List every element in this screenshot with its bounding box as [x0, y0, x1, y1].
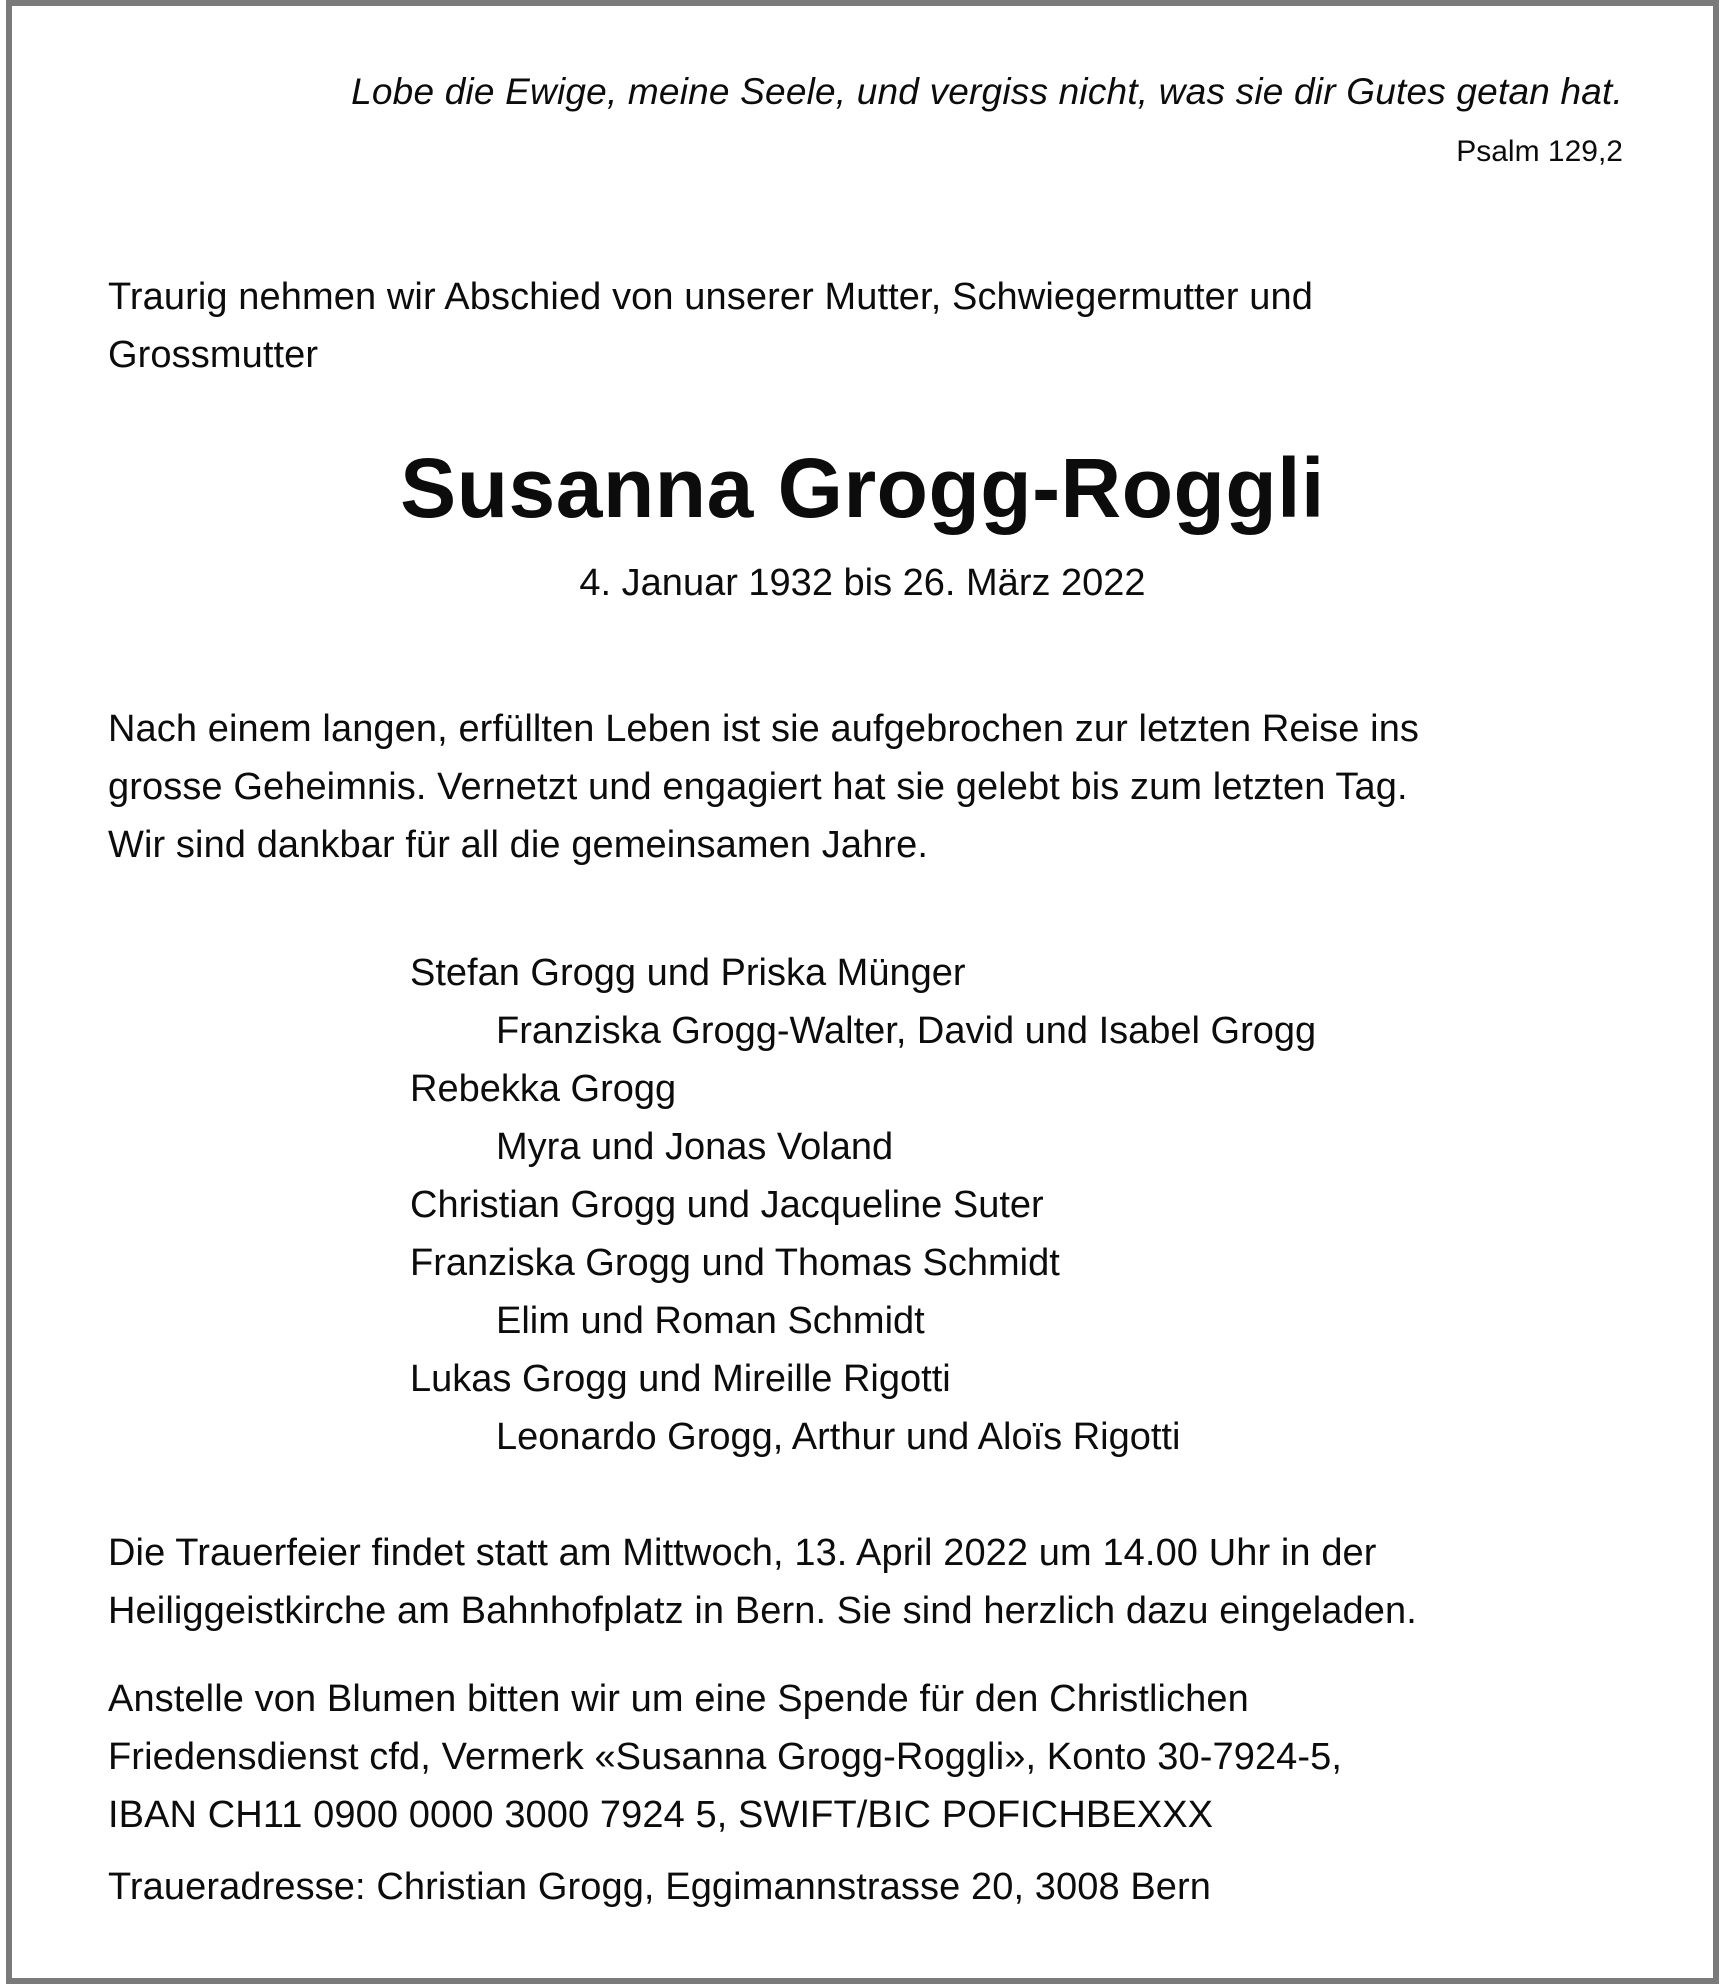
- memorial-line: Wir sind dankbar für all die gemeinsamen Jahre.: [108, 824, 928, 866]
- intro-line: Grossmutter: [108, 334, 319, 376]
- family-member: Christian Grogg und Jacqueline Suter: [410, 1184, 1044, 1226]
- memorial-line: Nach einem langen, erfüllten Leben ist sie aufgebrochen zur letzten Reise ins: [108, 708, 1420, 750]
- donation-line: Anstelle von Blumen bitten wir um eine Spende für den Christlichen: [108, 1678, 1249, 1720]
- quote-source: Psalm 129,2: [1456, 135, 1623, 168]
- family-member-children: Elim und Roman Schmidt: [496, 1300, 925, 1342]
- donation-line: IBAN CH11 0900 0000 3000 7924 5, SWIFT/BIC POFICHBEXXX: [108, 1794, 1214, 1836]
- family-member-children: Franziska Grogg-Walter, David und Isabel Grogg: [496, 1010, 1317, 1052]
- address-line: Traueradresse: Christian Grogg, Eggimannstrasse 20, 3008 Bern: [108, 1866, 1212, 1908]
- memorial-paragraph: [108, 700, 1633, 874]
- service-line: Heiliggeistkirche am Bahnhofplatz in Bern. Sie sind herzlich dazu eingeladen.: [108, 1590, 1417, 1632]
- donation-paragraph: [108, 1670, 1633, 1844]
- service-line: Die Trauerfeier findet statt am Mittwoch, 13. April 2022 um 14.00 Uhr in der: [108, 1532, 1377, 1574]
- family-member-children: Myra und Jonas Voland: [496, 1126, 894, 1168]
- memorial-line: grosse Geheimnis. Vernetzt und engagiert hat sie gelebt bis zum letzten Tag.: [108, 766, 1408, 808]
- donation-line: Friedensdienst cfd, Vermerk «Susanna Grogg-Roggli», Konto 30-7924-5,: [108, 1736, 1343, 1778]
- life-dates: 4. Januar 1932 bis 26. März 2022: [579, 562, 1146, 604]
- obituary-frame: [6, 0, 1719, 1984]
- family-member-children: Leonardo Grogg, Arthur und Aloïs Rigotti: [496, 1416, 1181, 1458]
- intro-paragraph: [108, 268, 1633, 384]
- intro-line: Traurig nehmen wir Abschied von unserer Mutter, Schwiegermutter und: [108, 276, 1313, 318]
- bible-quote: Lobe die Ewige, meine Seele, und vergiss nicht, was sie dir Gutes getan hat.: [351, 71, 1623, 112]
- family-member: Franziska Grogg und Thomas Schmidt: [410, 1242, 1060, 1284]
- family-member: Lukas Grogg und Mireille Rigotti: [410, 1358, 951, 1400]
- family-member: Rebekka Grogg: [410, 1068, 677, 1110]
- deceased-name: Susanna Grogg-Roggli: [400, 441, 1325, 535]
- mourning-address: [108, 1858, 1633, 1916]
- family-list: [410, 944, 1316, 1466]
- obituary-notice: [12, 6, 1713, 1978]
- family-member: Stefan Grogg und Priska Münger: [410, 952, 966, 994]
- service-paragraph: [108, 1524, 1633, 1640]
